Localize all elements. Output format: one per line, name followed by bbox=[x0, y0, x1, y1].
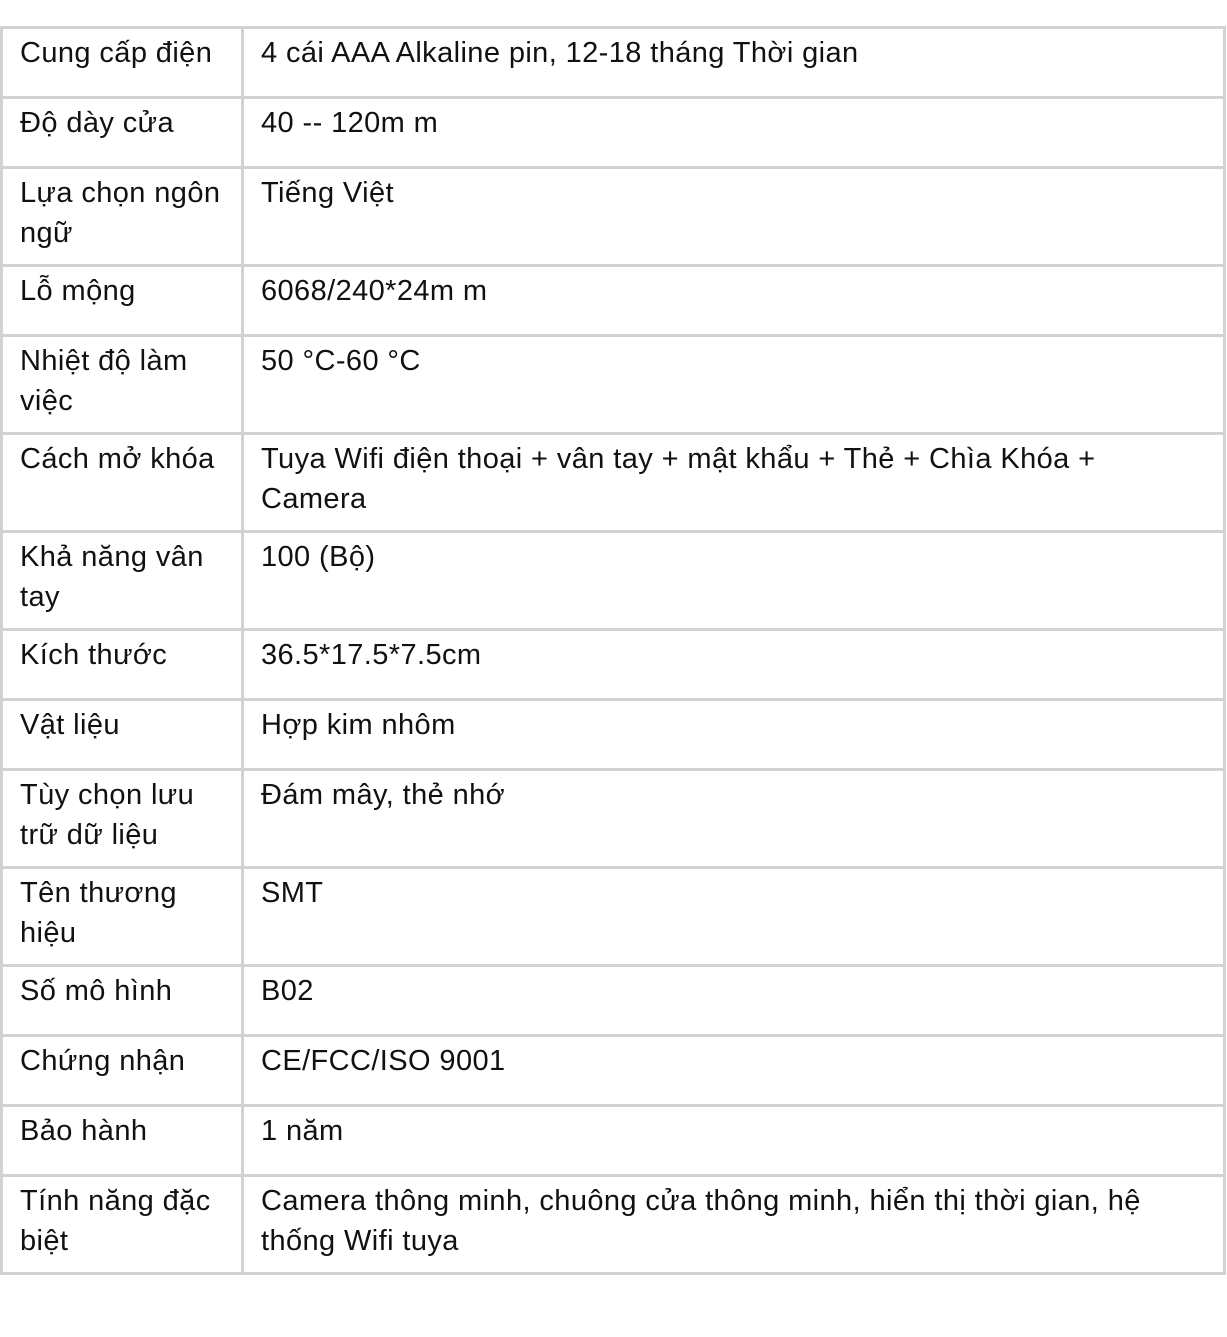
spec-value: Tiếng Việt bbox=[243, 168, 1225, 266]
spec-value: 50 °C-60 °C bbox=[243, 336, 1225, 434]
table-row bbox=[2, 700, 1225, 770]
spec-label: Số mô hình bbox=[2, 966, 243, 1036]
table-row bbox=[2, 98, 1225, 168]
spec-label: Vật liệu bbox=[2, 700, 243, 770]
spec-value: 100 (Bộ) bbox=[243, 532, 1225, 630]
table-row bbox=[2, 868, 1225, 966]
table-row bbox=[2, 1106, 1225, 1176]
spec-value: B02 bbox=[243, 966, 1225, 1036]
table-row bbox=[2, 1036, 1225, 1106]
spec-label: Lỗ mộng bbox=[2, 266, 243, 336]
spec-label: Tùy chọn lưu trữ dữ liệu bbox=[2, 770, 243, 868]
table-row bbox=[2, 532, 1225, 630]
spec-value: 1 năm bbox=[243, 1106, 1225, 1176]
spec-label: Độ dày cửa bbox=[2, 98, 243, 168]
spec-label: Kích thước bbox=[2, 630, 243, 700]
spec-label: Lựa chọn ngôn ngữ bbox=[2, 168, 243, 266]
spec-label: Tên thương hiệu bbox=[2, 868, 243, 966]
spec-value: Camera thông minh, chuông cửa thông minh, hiển thị thời gian, hệ thống Wifi tuya bbox=[243, 1176, 1225, 1274]
spec-table bbox=[0, 26, 1226, 1275]
spec-value: 6068/240*24m m bbox=[243, 266, 1225, 336]
spec-value: 4 cái AAA Alkaline pin, 12-18 tháng Thời gian bbox=[243, 28, 1225, 98]
table-row bbox=[2, 336, 1225, 434]
spec-table-body bbox=[2, 28, 1225, 1274]
spec-value: 40 -- 120m m bbox=[243, 98, 1225, 168]
table-row bbox=[2, 266, 1225, 336]
table-row bbox=[2, 1176, 1225, 1274]
spec-label: Khả năng vân tay bbox=[2, 532, 243, 630]
spec-label: Tính năng đặc biệt bbox=[2, 1176, 243, 1274]
spec-value: 36.5*17.5*7.5cm bbox=[243, 630, 1225, 700]
table-row bbox=[2, 28, 1225, 98]
spec-value: Tuya Wifi điện thoại + vân tay + mật khẩu + Thẻ + Chìa Khóa + Camera bbox=[243, 434, 1225, 532]
table-row bbox=[2, 434, 1225, 532]
table-row bbox=[2, 770, 1225, 868]
spec-value: SMT bbox=[243, 868, 1225, 966]
table-row bbox=[2, 168, 1225, 266]
spec-label: Nhiệt độ làm việc bbox=[2, 336, 243, 434]
spec-value: Đám mây, thẻ nhớ bbox=[243, 770, 1225, 868]
table-row bbox=[2, 966, 1225, 1036]
spec-label: Chứng nhận bbox=[2, 1036, 243, 1106]
spec-value: CE/FCC/ISO 9001 bbox=[243, 1036, 1225, 1106]
spec-label: Cung cấp điện bbox=[2, 28, 243, 98]
spec-label: Bảo hành bbox=[2, 1106, 243, 1176]
spec-label: Cách mở khóa bbox=[2, 434, 243, 532]
table-row bbox=[2, 630, 1225, 700]
spec-value: Hợp kim nhôm bbox=[243, 700, 1225, 770]
